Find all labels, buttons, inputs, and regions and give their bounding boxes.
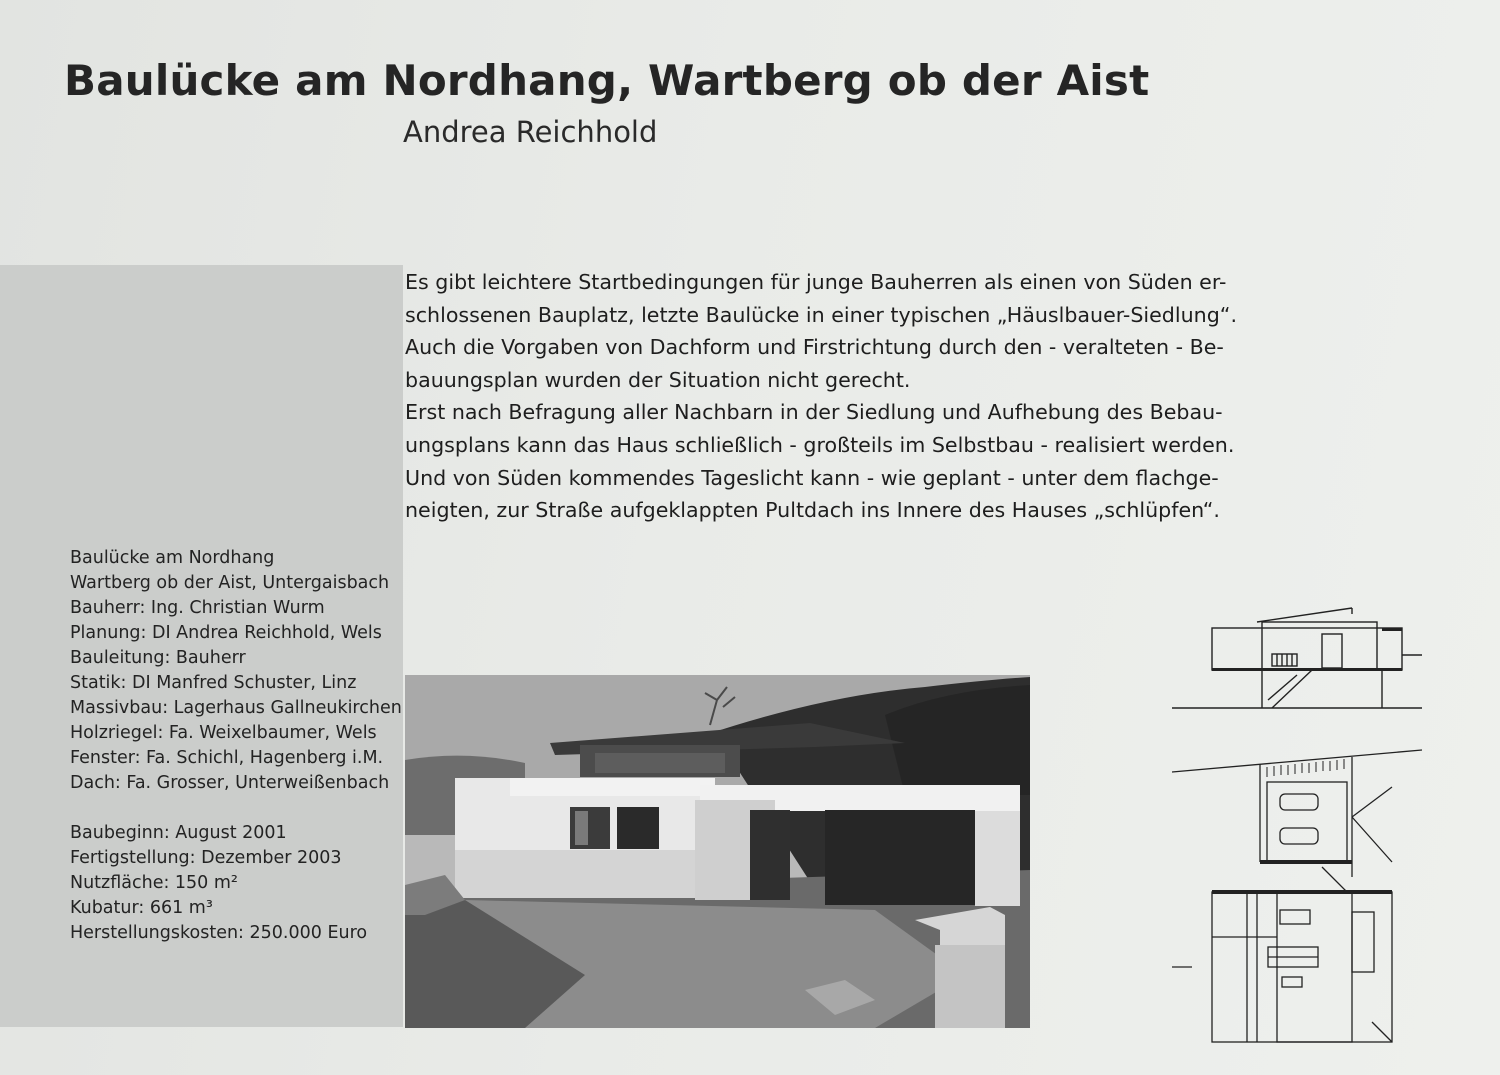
author-name: Andrea Reichhold [403, 115, 658, 149]
floor-plan-drawing [1172, 742, 1432, 1047]
page-title: Baulücke am Nordhang, Wartberg ob der Aist [64, 56, 1150, 105]
house-photo-drawing [405, 675, 1030, 1028]
figure-line: Fertigstellung: Dezember 2003 [70, 848, 342, 868]
figure-line: Herstellungskosten: 250.000 Euro [70, 923, 368, 943]
text-line: ungsplans kann das Haus schließlich - großteils im Selbstbau - realisiert werden. [405, 432, 1235, 457]
figure-line: Baubeginn: August 2001 [70, 823, 287, 843]
fact-line: Massivbau: Lagerhaus Gallneukirchen [70, 698, 402, 718]
fact-line: Statik: DI Manfred Schuster, Linz [70, 673, 357, 693]
text-line: bauungsplan wurden der Situation nicht gerecht. [405, 367, 911, 392]
fact-line: Fenster: Fa. Schichl, Hagenberg i.M. [70, 748, 384, 768]
section-drawing [1172, 600, 1432, 715]
text-line: Es gibt leichtere Startbedingungen für junge Bauherren als einen von Süden er- [405, 270, 1227, 294]
figure-line: Kubatur: 661 m³ [70, 898, 213, 918]
house-photo [405, 675, 1030, 1028]
text-line: neigten, zur Straße aufgeklappten Pultdach ins Innere des Hauses „schlüpfen“. [405, 498, 1220, 523]
floor-plan [1172, 742, 1432, 1047]
fact-line: Wartberg ob der Aist, Untergaisbach [70, 573, 390, 593]
project-facts [70, 546, 400, 946]
spacer [70, 796, 400, 821]
fact-line: Baulücke am Nordhang [70, 548, 275, 568]
text-line: schlossenen Bauplatz, letzte Baulücke in einer typischen „Häuslbauer-Siedlung“. [405, 302, 1237, 327]
description-text [405, 266, 1285, 527]
fact-line: Dach: Fa. Grosser, Unterweißenbach [70, 773, 390, 793]
fact-line: Bauherr: Ing. Christian Wurm [70, 598, 325, 618]
building-section [1172, 600, 1432, 715]
figure-line: Nutzfläche: 150 m² [70, 873, 238, 893]
text-line: Erst nach Befragung aller Nachbarn in der Siedlung und Aufhebung des Bebau- [405, 400, 1223, 425]
fact-line: Holzriegel: Fa. Weixelbaumer, Wels [70, 723, 377, 743]
fact-line: Planung: DI Andrea Reichhold, Wels [70, 623, 382, 643]
text-line: Auch die Vorgaben von Dachform und Firstrichtung durch den - veralteten - Be- [405, 335, 1224, 360]
fact-line: Bauleitung: Bauherr [70, 648, 246, 668]
text-line: Und von Süden kommendes Tageslicht kann - wie geplant - unter dem flachge- [405, 465, 1219, 490]
